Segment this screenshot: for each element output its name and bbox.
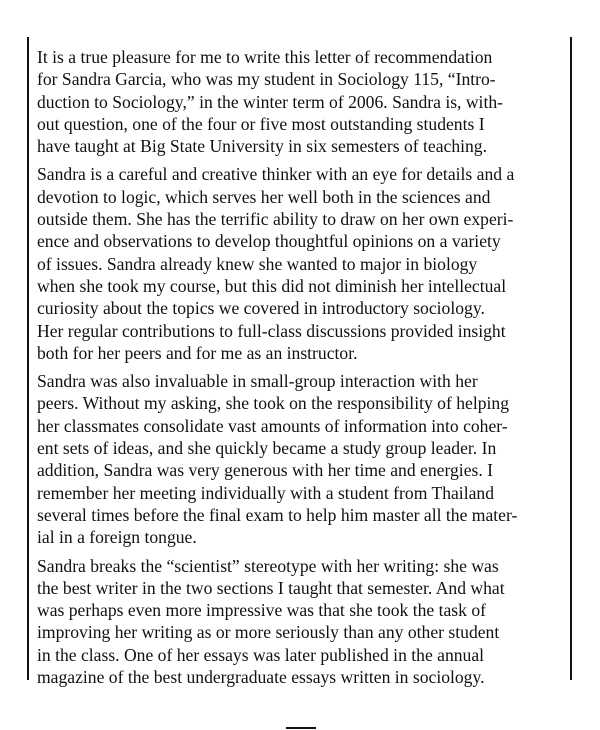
text-line: devotion to logic, which serves her well both in the sciences and: [37, 186, 491, 207]
text-line: ence and observations to develop thoughtful opinions on a variety: [37, 231, 501, 252]
paragraph-2: [37, 163, 567, 364]
left-margin-rule: [27, 37, 29, 680]
text-line: in the class. One of her essays was later published in the annual: [37, 644, 485, 665]
paragraph-4: [37, 555, 567, 689]
text-line: duction to Sociology,” in the winter term of 2006. Sandra is, with-: [37, 91, 503, 112]
text-line: magazine of the best undergraduate essays written in sociology.: [37, 667, 485, 688]
text-line: when she took my course, but this did not diminish her intellectual: [37, 275, 507, 296]
text-line: for Sandra Garcia, who was my student in Sociology 115, “Intro-: [37, 69, 496, 90]
paragraph-1: [37, 46, 567, 157]
text-line: improving her writing as or more seriously than any other student: [37, 622, 500, 643]
text-line: outside them. She has the terrific ability to draw on her own experi-: [37, 209, 514, 230]
text-line: Sandra was also invaluable in small-group interaction with her: [37, 371, 478, 392]
text-line: peers. Without my asking, she took on the responsibility of helping: [37, 393, 509, 414]
text-line: Sandra is a careful and creative thinker with an eye for details and a: [37, 164, 515, 185]
bottom-edge-mark: [286, 727, 316, 729]
text-line: several times before the final exam to help him master all the mater-: [37, 504, 518, 525]
right-margin-rule: [570, 37, 572, 680]
text-line: the best writer in the two sections I taught that semester. And what: [37, 577, 505, 598]
text-line: both for her peers and for me as an instructor.: [37, 342, 358, 363]
text-line: her classmates consolidate vast amounts of information into coher-: [37, 415, 508, 436]
text-line: ent sets of ideas, and she quickly became a study group leader. In: [37, 438, 497, 459]
text-line: curiosity about the topics we covered in introductory sociology.: [37, 298, 485, 319]
text-line: have taught at Big State University in six semesters of teaching.: [37, 136, 488, 157]
text-line: out question, one of the four or five most outstanding students I: [37, 113, 485, 134]
text-line: addition, Sandra was very generous with her time and energies. I: [37, 460, 494, 481]
text-line: ial in a foreign tongue.: [37, 527, 197, 548]
paragraph-3: [37, 370, 567, 548]
recommendation-letter-body: [37, 46, 567, 694]
text-line: Sandra breaks the “scientist” stereotype with her writing: she was: [37, 555, 499, 576]
text-line: of issues. Sandra already knew she wanted to major in biology: [37, 253, 478, 274]
text-line: was perhaps even more impressive was that she took the task of: [37, 600, 487, 621]
text-line: It is a true pleasure for me to write this letter of recommendation: [37, 47, 493, 67]
text-line: remember her meeting individually with a student from Thailand: [37, 482, 494, 503]
text-line: Her regular contributions to full-class discussions provided insight: [37, 320, 506, 341]
